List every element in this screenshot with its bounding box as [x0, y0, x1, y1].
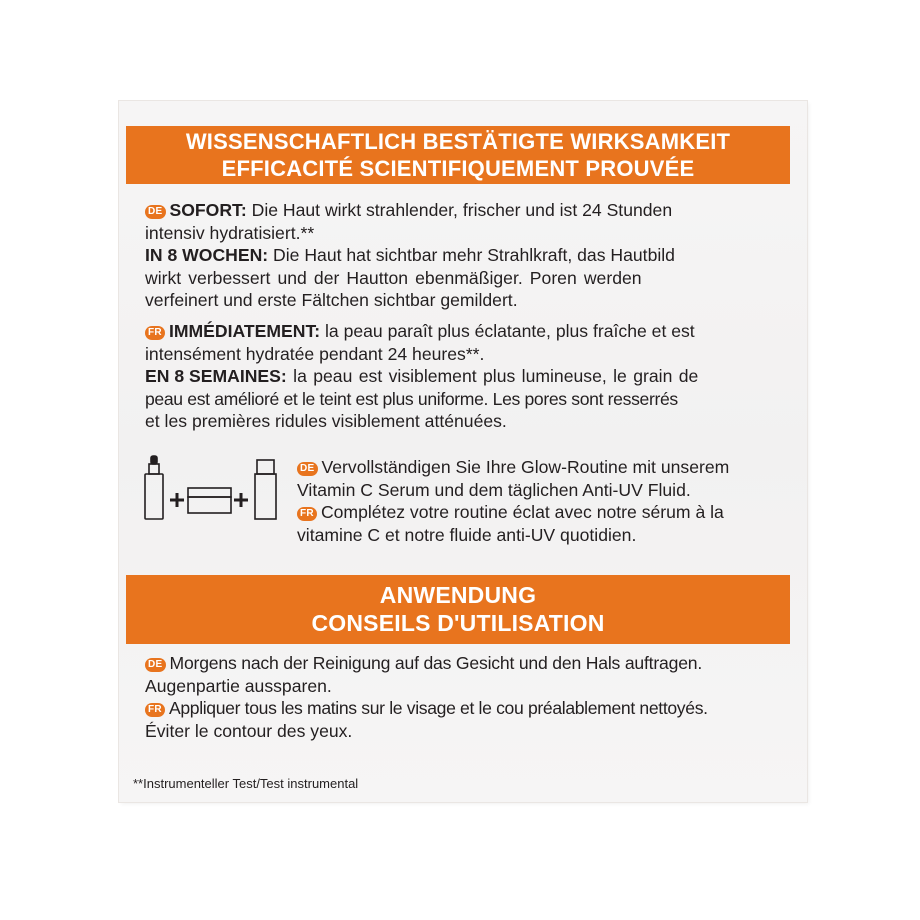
wochen-label: IN 8 WOCHEN:: [145, 245, 269, 265]
text-line: wirkt verbessert und der Hautton ebenmäßiger. Poren werden: [145, 267, 642, 288]
routine-icons: [140, 455, 282, 526]
text-line: [297, 456, 787, 479]
text-line: Augenpartie aussparen.: [145, 675, 332, 696]
text-line: [145, 652, 785, 675]
semaines-text: la peau est visiblement plus lumineuse, le grain de: [286, 366, 699, 386]
efficacy-text-de: [145, 199, 785, 312]
usage-title-fr: CONSEILS D'UTILISATION: [311, 610, 605, 636]
sofort-text: Die Haut wirkt strahlender, frischer und ist 24 Stunden: [246, 200, 673, 220]
de-flag-badge: DE: [297, 462, 318, 476]
text-line: vitamine C et notre fluide anti-UV quotidien.: [297, 524, 637, 545]
sofort-label: SOFORT:: [169, 200, 247, 220]
wochen-text: Die Haut hat sichtbar mehr Strahlkraft, das Hautbild: [268, 245, 675, 265]
text-line: [145, 320, 785, 343]
text-line: et les premières ridules visiblement atténuées.: [145, 411, 507, 431]
text-line: verfeinert und erste Fältchen sichtbar gemildert.: [145, 290, 518, 310]
text-line: [145, 244, 785, 267]
text-line: [145, 697, 785, 720]
text-line: Éviter le contour des yeux.: [145, 720, 353, 741]
immediatement-label: IMMÉDIATEMENT:: [168, 321, 321, 341]
immediatement-text: la peau paraît plus éclatante, plus fraîche et est: [320, 321, 695, 341]
semaines-label: EN 8 SEMAINES:: [145, 366, 287, 386]
text-line: intensiv hydratisiert.**: [145, 222, 315, 243]
de-flag-badge: DE: [145, 658, 166, 672]
efficacy-banner: [126, 126, 790, 184]
fr-flag-badge: FR: [145, 703, 165, 717]
efficacy-text-fr: [145, 320, 785, 433]
text-line: [297, 501, 787, 524]
usage-fr-text: Appliquer tous les matins sur le visage et le cou préalablement nettoyés.: [168, 698, 708, 718]
de-flag-badge: DE: [145, 205, 166, 219]
text-line: [145, 199, 785, 222]
usage-de-text: Morgens nach der Reinigung auf das Gesicht und den Hals auftragen.: [169, 653, 703, 673]
fr-flag-badge: FR: [297, 507, 317, 521]
routine-text: [297, 456, 787, 546]
efficacy-title-fr: EFFICACITÉ SCIENTIFIQUEMENT PROUVÉE: [221, 156, 695, 181]
text-line: Vitamin C Serum und dem täglichen Anti-UV Fluid.: [297, 479, 691, 500]
usage-banner: [126, 575, 790, 644]
plus-icon: [170, 493, 184, 507]
usage-title-de: ANWENDUNG: [379, 582, 537, 608]
plus-icon: [234, 493, 248, 507]
text-line: intensément hydratée pendant 24 heures**.: [145, 343, 485, 364]
cream-jar-icon: [188, 488, 231, 513]
fluid-bottle-icon: [255, 460, 276, 519]
efficacy-title-de: WISSENSCHAFTLICH BESTÄTIGTE WIRKSAMKEIT: [185, 129, 731, 154]
routine-fr-text: Complétez votre routine éclat avec notre sérum à la: [320, 502, 724, 522]
fr-flag-badge: FR: [145, 326, 165, 340]
footnote: **Instrumenteller Test/Test instrumental: [133, 776, 359, 791]
routine-de-text: Vervollständigen Sie Ihre Glow-Routine mit unserem: [321, 457, 730, 477]
text-line: peau est amélioré et le teint est plus uniforme. Les pores sont resserrés: [145, 388, 678, 409]
serum-bottle-icon: [145, 456, 163, 519]
usage-text: [145, 652, 785, 742]
text-line: [145, 365, 785, 388]
